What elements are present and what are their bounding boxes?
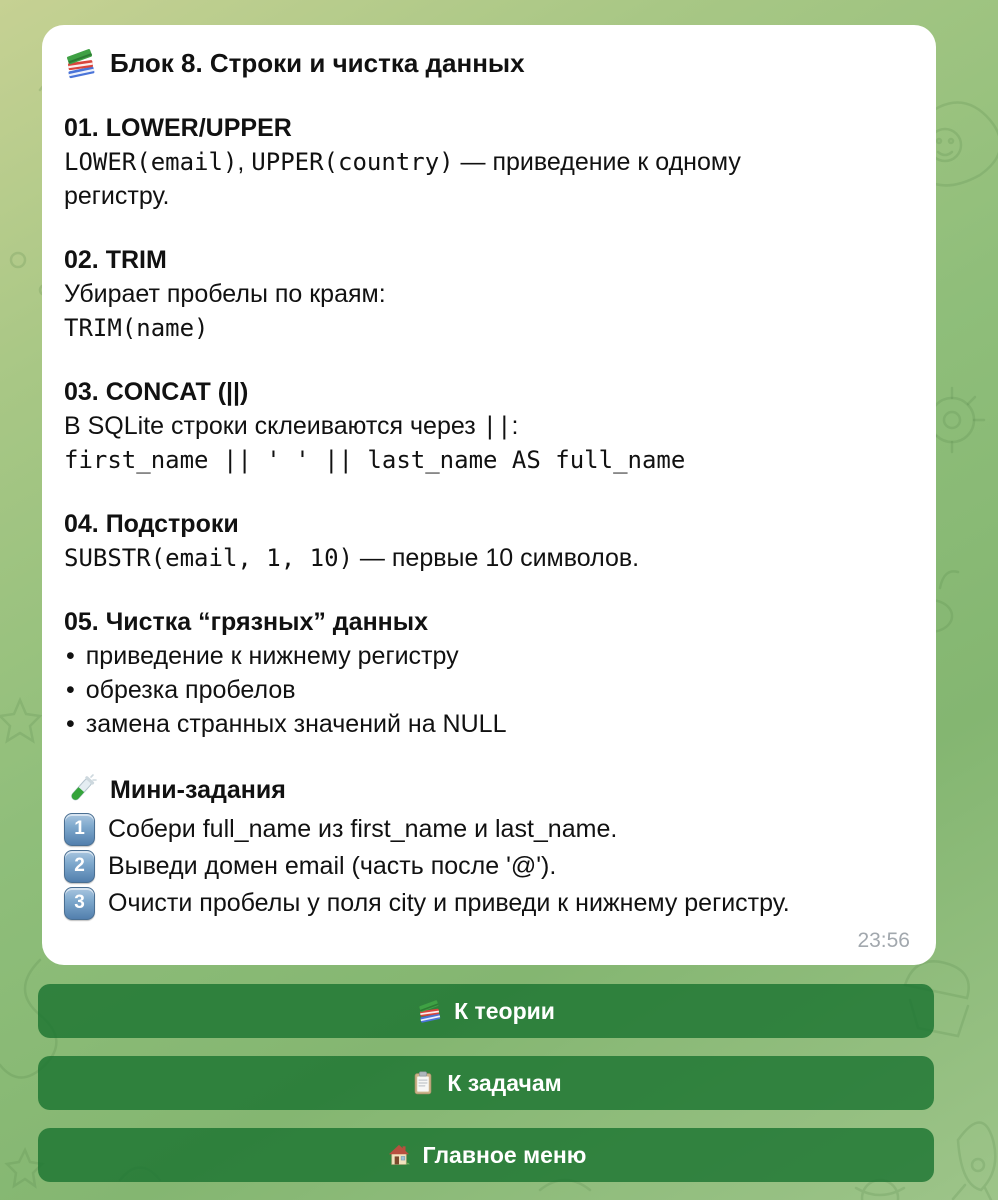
task-item bbox=[64, 849, 910, 883]
bullet-item: • обрезка пробелов bbox=[64, 673, 910, 707]
main-menu-button[interactable] bbox=[38, 1128, 934, 1182]
task-item bbox=[64, 886, 910, 920]
message-bubble bbox=[42, 25, 936, 965]
section-1-heading: 01. LOWER/UPPER bbox=[64, 114, 292, 142]
code-upper: UPPER(country) bbox=[251, 148, 454, 176]
tasks-button-label: К задачам bbox=[447, 1069, 562, 1096]
books-icon bbox=[64, 46, 98, 80]
bullet-item: • приведение к нижнему регистру bbox=[64, 639, 910, 673]
section-4-line bbox=[64, 541, 910, 575]
section-1-text: — приведение к одному bbox=[453, 148, 741, 176]
section-5-heading: 05. Чистка “грязных” данных bbox=[64, 608, 429, 636]
inline-keyboard bbox=[38, 984, 934, 1182]
separator: , bbox=[237, 148, 252, 176]
section-lower-upper bbox=[64, 111, 910, 213]
section-trim bbox=[64, 243, 910, 345]
bullet-item: • замена странных значений на NULL bbox=[64, 707, 910, 741]
tasks-button[interactable] bbox=[38, 1056, 934, 1110]
books-icon bbox=[417, 998, 443, 1024]
section-2-heading: 02. TRIM bbox=[64, 246, 167, 274]
section-3-line bbox=[64, 409, 910, 443]
task-item bbox=[64, 812, 910, 846]
house-icon bbox=[386, 1142, 412, 1168]
message-time: 23:56 bbox=[857, 929, 910, 952]
section-3-heading: 03. CONCAT (||) bbox=[64, 378, 249, 406]
section-4-heading: 04. Подстроки bbox=[64, 510, 239, 538]
section-3-colon: : bbox=[511, 412, 519, 440]
section-2-code: TRIM(name) bbox=[64, 314, 209, 342]
theory-button-label: К теории bbox=[454, 997, 555, 1024]
section-1-line bbox=[64, 145, 910, 179]
code-pipes: || bbox=[482, 412, 512, 440]
keycap-3-icon: 3 bbox=[64, 887, 95, 920]
message-title-text: Блок 8. Строки и чистка данных bbox=[110, 48, 525, 78]
theory-button[interactable] bbox=[38, 984, 934, 1038]
section-concat bbox=[64, 375, 910, 477]
code-lower: LOWER(email) bbox=[64, 148, 238, 176]
section-2-line: Убирает пробелы по краям: bbox=[64, 280, 386, 308]
task-text: Выведи домен email (часть после '@'). bbox=[108, 852, 557, 880]
task-text: Очисти пробелы у поля city и приведи к нижнему регистру. bbox=[108, 889, 790, 917]
clipboard-icon bbox=[410, 1070, 436, 1096]
section-1-line2: регистру. bbox=[64, 182, 170, 210]
section-substr bbox=[64, 507, 910, 575]
section-mini-tasks bbox=[64, 771, 910, 920]
test-tube-icon bbox=[64, 773, 98, 807]
task-text: Собери full_name из first_name и last_name. bbox=[108, 815, 618, 843]
keycap-1-icon: 1 bbox=[64, 813, 95, 846]
mini-tasks-heading-text: Мини-задания bbox=[110, 776, 286, 804]
main-menu-button-label: Главное меню bbox=[422, 1141, 587, 1168]
keycap-2-icon: 2 bbox=[64, 850, 95, 883]
mini-tasks-heading bbox=[64, 771, 910, 809]
section-cleaning bbox=[64, 605, 910, 741]
section-4-text: — первые 10 символов. bbox=[352, 544, 640, 572]
section-3-code: first_name || ' ' || last_name AS full_name bbox=[64, 446, 686, 474]
code-substr: SUBSTR(email, 1, 10) bbox=[64, 544, 353, 572]
message-title bbox=[64, 45, 910, 81]
section-3-text: В SQLite строки склеиваются через bbox=[64, 412, 483, 440]
